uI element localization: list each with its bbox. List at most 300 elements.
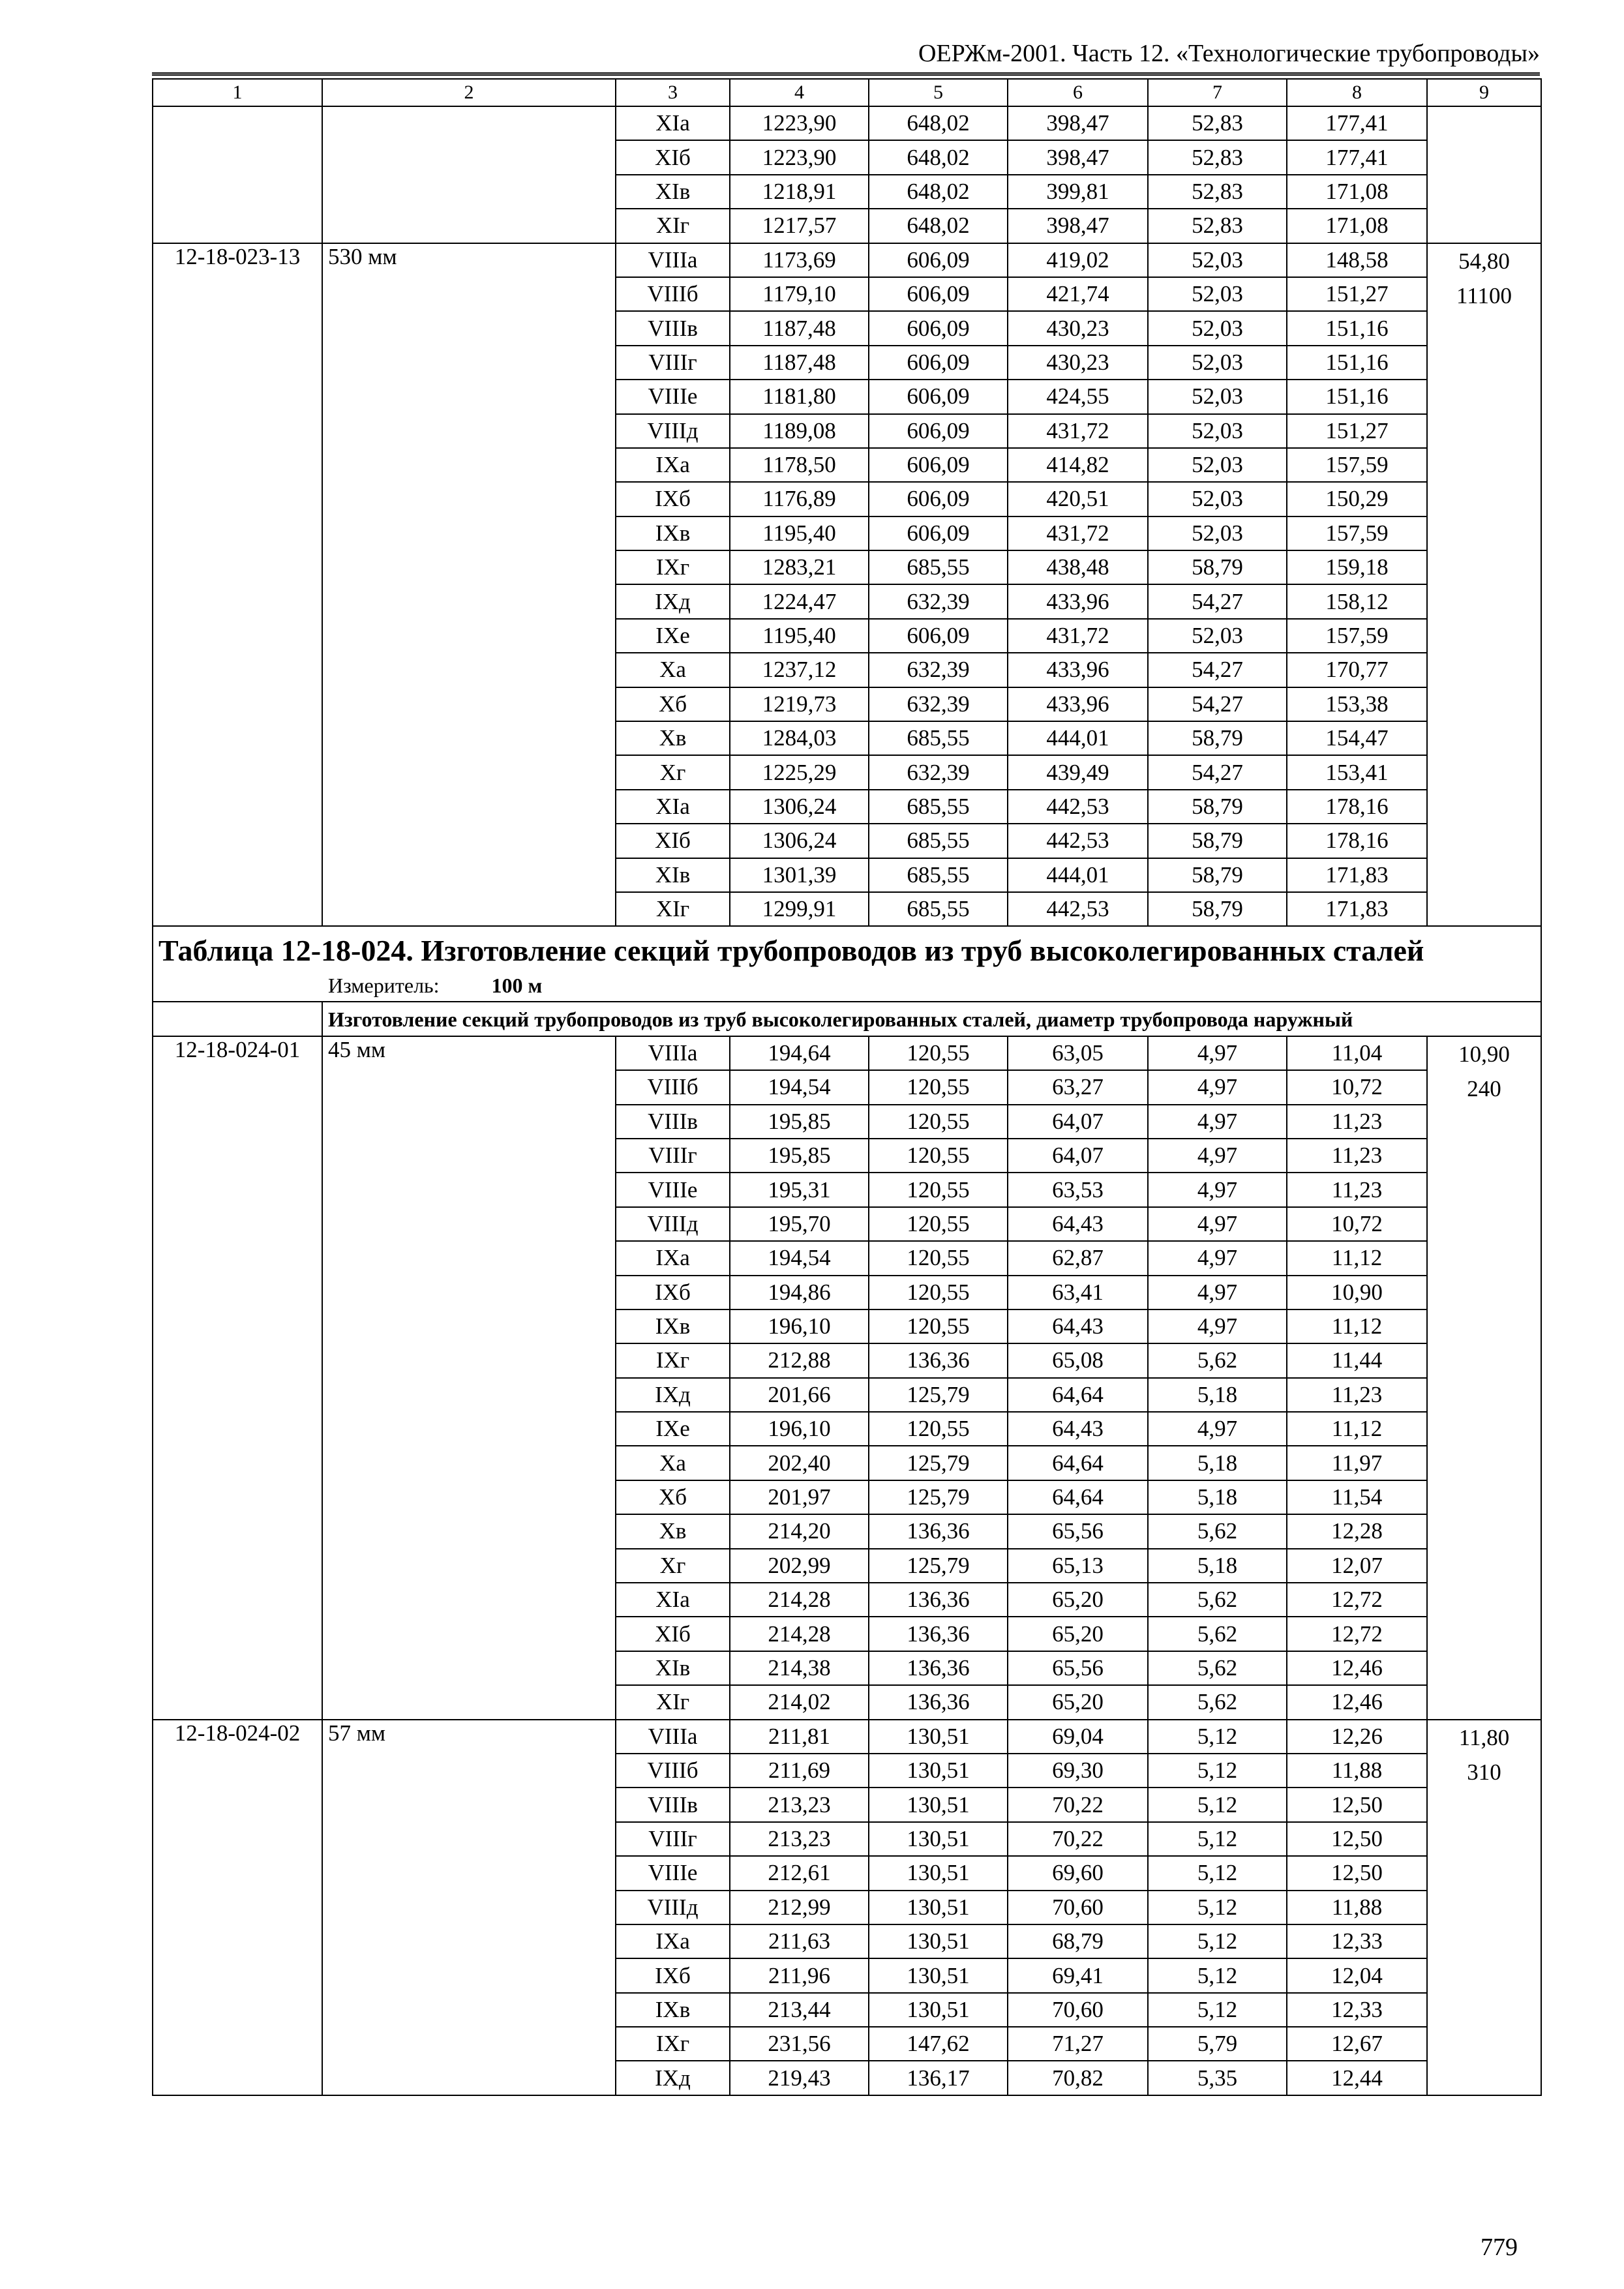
rate-code: 12-18-023-13 (153, 243, 322, 927)
value-cell: 421,74 (1008, 277, 1148, 311)
value-cell: 158,12 (1287, 584, 1427, 618)
value-cell: 1187,48 (730, 346, 869, 380)
zone-cell: VIIIд (616, 414, 730, 448)
value-cell: 1219,73 (730, 687, 869, 721)
table-row (153, 243, 1541, 277)
value-cell: 120,55 (869, 1276, 1008, 1309)
zone-cell: VIIIa (616, 1036, 730, 1070)
value-cell: 130,51 (869, 1720, 1008, 1754)
value-cell: 153,41 (1287, 755, 1427, 789)
value-cell: 130,51 (869, 1822, 1008, 1856)
value-cell: 1284,03 (730, 721, 869, 755)
column-number: 5 (869, 79, 1008, 106)
zone-cell: Xб (616, 1480, 730, 1514)
value-cell: 398,47 (1008, 140, 1148, 174)
rates-table (152, 78, 1542, 2096)
value-cell: 5,12 (1148, 1958, 1287, 1992)
column-number: 8 (1287, 79, 1427, 106)
value-cell: 70,60 (1008, 1891, 1148, 1924)
table-title-cell (153, 926, 1541, 1002)
value-cell: 214,28 (730, 1583, 869, 1617)
section-title: Изготовление секций трубопроводов из труб высоколегированных сталей, диаметр трубопровода наружный (322, 1002, 1541, 1036)
value-cell: 65,13 (1008, 1549, 1148, 1583)
value-cell: 685,55 (869, 858, 1008, 892)
value-cell: 52,03 (1148, 619, 1287, 653)
zone-cell: VIIIб (616, 1070, 730, 1104)
value-cell: 54,27 (1148, 584, 1287, 618)
value-cell: 58,79 (1148, 858, 1287, 892)
section-title-row (153, 1002, 1541, 1036)
column-number: 3 (616, 79, 730, 106)
value-cell: 1306,24 (730, 824, 869, 858)
value-cell: 12,67 (1287, 2027, 1427, 2061)
value-cell: 4,97 (1148, 1173, 1287, 1206)
value-cell: 12,28 (1287, 1514, 1427, 1548)
value-cell: 5,12 (1148, 1891, 1287, 1924)
page-number: 779 (1481, 2234, 1518, 2261)
column-9-value: 11,80 (1458, 1724, 1510, 1750)
value-cell: 211,81 (730, 1720, 869, 1754)
zone-cell: Xг (616, 1549, 730, 1583)
value-cell: 632,39 (869, 653, 1008, 687)
zone-cell: XIг (616, 1685, 730, 1719)
value-cell: 58,79 (1148, 824, 1287, 858)
value-cell: 685,55 (869, 892, 1008, 926)
table-title-row (153, 926, 1541, 1002)
value-cell: 5,62 (1148, 1685, 1287, 1719)
unit-label: Измеритель: (328, 974, 440, 998)
value-cell: 202,99 (730, 1549, 869, 1583)
value-cell: 52,03 (1148, 414, 1287, 448)
value-cell: 12,46 (1287, 1651, 1427, 1685)
value-cell: 64,64 (1008, 1480, 1148, 1514)
value-cell: 52,03 (1148, 380, 1287, 413)
zone-cell: IXв (616, 1993, 730, 2027)
column-9-cell (1427, 1720, 1541, 2095)
value-cell: 606,09 (869, 277, 1008, 311)
value-cell: 632,39 (869, 584, 1008, 618)
zone-cell: IXд (616, 2061, 730, 2095)
value-cell: 211,96 (730, 1958, 869, 1992)
value-cell: 54,27 (1148, 755, 1287, 789)
empty-cell (153, 106, 322, 243)
zone-cell: VIIIв (616, 1788, 730, 1821)
value-cell: 5,12 (1148, 1720, 1287, 1754)
column-9-value: 240 (1467, 1075, 1501, 1101)
zone-cell: Xб (616, 687, 730, 721)
value-cell: 130,51 (869, 1856, 1008, 1890)
value-cell: 195,85 (730, 1139, 869, 1173)
value-cell: 70,60 (1008, 1993, 1148, 2027)
value-cell: 1189,08 (730, 414, 869, 448)
value-cell: 606,09 (869, 311, 1008, 345)
value-cell: 130,51 (869, 1924, 1008, 1958)
value-cell: 685,55 (869, 790, 1008, 824)
value-cell: 214,28 (730, 1617, 869, 1651)
value-cell: 177,41 (1287, 140, 1427, 174)
value-cell: 12,04 (1287, 1958, 1427, 1992)
zone-cell: Xa (616, 1446, 730, 1480)
zone-cell: VIIIa (616, 1720, 730, 1754)
value-cell: 148,58 (1287, 243, 1427, 277)
column-number: 6 (1008, 79, 1148, 106)
zone-cell: XIб (616, 824, 730, 858)
value-cell: 1301,39 (730, 858, 869, 892)
value-cell: 130,51 (869, 1958, 1008, 1992)
value-cell: 212,99 (730, 1891, 869, 1924)
table-row (153, 1036, 1541, 1070)
value-cell: 219,43 (730, 2061, 869, 2095)
zone-cell: VIIIe (616, 380, 730, 413)
zone-cell: XIa (616, 106, 730, 140)
value-cell: 648,02 (869, 209, 1008, 243)
value-cell: 442,53 (1008, 824, 1148, 858)
value-cell: 12,50 (1287, 1822, 1427, 1856)
value-cell: 4,97 (1148, 1139, 1287, 1173)
value-cell: 151,16 (1287, 346, 1427, 380)
value-cell: 1181,80 (730, 380, 869, 413)
value-cell: 433,96 (1008, 584, 1148, 618)
value-cell: 606,09 (869, 380, 1008, 413)
zone-cell: XIв (616, 1651, 730, 1685)
empty-cell (1427, 106, 1541, 243)
zone-cell: IXe (616, 619, 730, 653)
value-cell: 4,97 (1148, 1207, 1287, 1241)
table-title: Таблица 12-18-024. Изготовление секций трубопроводов из труб высоколегированных сталей (158, 934, 1424, 968)
value-cell: 12,33 (1287, 1924, 1427, 1958)
zone-cell: XIв (616, 175, 730, 209)
value-cell: 130,51 (869, 1891, 1008, 1924)
value-cell: 685,55 (869, 721, 1008, 755)
value-cell: 11,97 (1287, 1446, 1427, 1480)
zone-cell: VIIIe (616, 1856, 730, 1890)
table-row (153, 1720, 1541, 1754)
value-cell: 4,97 (1148, 1276, 1287, 1309)
zone-cell: VIIIб (616, 277, 730, 311)
value-cell: 5,62 (1148, 1514, 1287, 1548)
value-cell: 58,79 (1148, 721, 1287, 755)
value-cell: 150,29 (1287, 482, 1427, 516)
value-cell: 194,86 (730, 1276, 869, 1309)
value-cell: 12,50 (1287, 1788, 1427, 1821)
zone-cell: IXб (616, 1958, 730, 1992)
value-cell: 195,85 (730, 1105, 869, 1139)
value-cell: 136,36 (869, 1514, 1008, 1548)
zone-cell: VIIIa (616, 243, 730, 277)
value-cell: 1283,21 (730, 550, 869, 584)
value-cell: 62,87 (1008, 1241, 1148, 1275)
value-cell: 12,07 (1287, 1549, 1427, 1583)
value-cell: 58,79 (1148, 550, 1287, 584)
value-cell: 10,72 (1287, 1207, 1427, 1241)
value-cell: 5,12 (1148, 1822, 1287, 1856)
value-cell: 136,36 (869, 1583, 1008, 1617)
value-cell: 1223,90 (730, 106, 869, 140)
value-cell: 1306,24 (730, 790, 869, 824)
value-cell: 431,72 (1008, 516, 1148, 550)
value-cell: 5,18 (1148, 1378, 1287, 1412)
value-cell: 159,18 (1287, 550, 1427, 584)
value-cell: 1179,10 (730, 277, 869, 311)
zone-cell: IXд (616, 1378, 730, 1412)
value-cell: 52,83 (1148, 106, 1287, 140)
value-cell: 195,31 (730, 1173, 869, 1206)
value-cell: 4,97 (1148, 1036, 1287, 1070)
value-cell: 213,44 (730, 1993, 869, 2027)
value-cell: 632,39 (869, 755, 1008, 789)
value-cell: 63,05 (1008, 1036, 1148, 1070)
value-cell: 5,18 (1148, 1549, 1287, 1583)
value-cell: 196,10 (730, 1412, 869, 1446)
value-cell: 136,17 (869, 2061, 1008, 2095)
value-cell: 213,23 (730, 1822, 869, 1856)
value-cell: 5,35 (1148, 2061, 1287, 2095)
value-cell: 63,41 (1008, 1276, 1148, 1309)
value-cell: 120,55 (869, 1139, 1008, 1173)
zone-cell: VIIIг (616, 346, 730, 380)
value-cell: 12,72 (1287, 1617, 1427, 1651)
value-cell: 4,97 (1148, 1309, 1287, 1343)
value-cell: 195,70 (730, 1207, 869, 1241)
value-cell: 52,03 (1148, 277, 1287, 311)
zone-cell: XIa (616, 1583, 730, 1617)
value-cell: 58,79 (1148, 790, 1287, 824)
value-cell: 444,01 (1008, 858, 1148, 892)
value-cell: 213,23 (730, 1788, 869, 1821)
value-cell: 12,50 (1287, 1856, 1427, 1890)
value-cell: 52,83 (1148, 175, 1287, 209)
value-cell: 212,61 (730, 1856, 869, 1890)
value-cell: 12,33 (1287, 1993, 1427, 2027)
value-cell: 214,02 (730, 1685, 869, 1719)
value-cell: 606,09 (869, 516, 1008, 550)
value-cell: 5,79 (1148, 2027, 1287, 2061)
value-cell: 439,49 (1008, 755, 1148, 789)
zone-cell: XIa (616, 790, 730, 824)
value-cell: 151,27 (1287, 277, 1427, 311)
value-cell: 64,64 (1008, 1378, 1148, 1412)
column-9-value: 310 (1467, 1759, 1501, 1785)
zone-cell: VIIIв (616, 311, 730, 345)
value-cell: 136,36 (869, 1651, 1008, 1685)
value-cell: 52,03 (1148, 482, 1287, 516)
value-cell: 178,16 (1287, 824, 1427, 858)
value-cell: 136,36 (869, 1685, 1008, 1719)
value-cell: 11,23 (1287, 1378, 1427, 1412)
value-cell: 1178,50 (730, 448, 869, 482)
value-cell: 433,96 (1008, 687, 1148, 721)
value-cell: 632,39 (869, 687, 1008, 721)
value-cell: 70,22 (1008, 1788, 1148, 1821)
value-cell: 120,55 (869, 1173, 1008, 1206)
value-cell: 52,03 (1148, 346, 1287, 380)
value-cell: 11,12 (1287, 1412, 1427, 1446)
value-cell: 125,79 (869, 1480, 1008, 1514)
pipe-diameter: 45 мм (322, 1036, 616, 1720)
value-cell: 5,62 (1148, 1343, 1287, 1377)
value-cell: 4,97 (1148, 1105, 1287, 1139)
value-cell: 52,03 (1148, 243, 1287, 277)
value-cell: 685,55 (869, 824, 1008, 858)
value-cell: 399,81 (1008, 175, 1148, 209)
value-cell: 130,51 (869, 1754, 1008, 1788)
column-9-cell (1427, 1036, 1541, 1720)
value-cell: 52,03 (1148, 448, 1287, 482)
value-cell: 414,82 (1008, 448, 1148, 482)
value-cell: 606,09 (869, 482, 1008, 516)
value-cell: 5,12 (1148, 1924, 1287, 1958)
zone-cell: Xв (616, 721, 730, 755)
zone-cell: VIIIг (616, 1139, 730, 1173)
column-9-value: 10,90 (1458, 1041, 1510, 1067)
zone-cell: IXв (616, 1309, 730, 1343)
value-cell: 120,55 (869, 1207, 1008, 1241)
empty-cell (322, 106, 616, 243)
value-cell: 120,55 (869, 1309, 1008, 1343)
column-number: 4 (730, 79, 869, 106)
value-cell: 1195,40 (730, 516, 869, 550)
value-cell: 648,02 (869, 175, 1008, 209)
zone-cell: IXa (616, 1241, 730, 1275)
value-cell: 419,02 (1008, 243, 1148, 277)
value-cell: 5,12 (1148, 1754, 1287, 1788)
value-cell: 136,36 (869, 1617, 1008, 1651)
unit-line (158, 972, 1535, 998)
pipe-diameter: 57 мм (322, 1720, 616, 2095)
value-cell: 214,20 (730, 1514, 869, 1548)
value-cell: 64,64 (1008, 1446, 1148, 1480)
zone-cell: IXa (616, 448, 730, 482)
table-row (153, 106, 1541, 140)
value-cell: 398,47 (1008, 209, 1148, 243)
value-cell: 171,08 (1287, 175, 1427, 209)
value-cell: 398,47 (1008, 106, 1148, 140)
zone-cell: XIб (616, 1617, 730, 1651)
pipe-diameter: 530 мм (322, 243, 616, 927)
value-cell: 194,54 (730, 1070, 869, 1104)
value-cell: 194,64 (730, 1036, 869, 1070)
zone-cell: VIIIв (616, 1105, 730, 1139)
value-cell: 64,43 (1008, 1309, 1148, 1343)
value-cell: 1218,91 (730, 175, 869, 209)
column-9-cell (1427, 243, 1541, 927)
value-cell: 420,51 (1008, 482, 1148, 516)
value-cell: 58,79 (1148, 892, 1287, 926)
value-cell: 444,01 (1008, 721, 1148, 755)
value-cell: 4,97 (1148, 1412, 1287, 1446)
value-cell: 211,69 (730, 1754, 869, 1788)
value-cell: 202,40 (730, 1446, 869, 1480)
zone-cell: Xг (616, 755, 730, 789)
value-cell: 11,12 (1287, 1241, 1427, 1275)
zone-cell: IXб (616, 1276, 730, 1309)
value-cell: 65,20 (1008, 1583, 1148, 1617)
value-cell: 11,88 (1287, 1891, 1427, 1924)
value-cell: 5,62 (1148, 1651, 1287, 1685)
zone-cell: IXг (616, 550, 730, 584)
value-cell: 157,59 (1287, 619, 1427, 653)
value-cell: 151,27 (1287, 414, 1427, 448)
zone-cell: VIIIд (616, 1891, 730, 1924)
value-cell: 171,83 (1287, 858, 1427, 892)
value-cell: 70,82 (1008, 2061, 1148, 2095)
value-cell: 606,09 (869, 414, 1008, 448)
value-cell: 52,03 (1148, 516, 1287, 550)
value-cell: 1225,29 (730, 755, 869, 789)
value-cell: 154,47 (1287, 721, 1427, 755)
value-cell: 212,88 (730, 1343, 869, 1377)
value-cell: 178,16 (1287, 790, 1427, 824)
zone-cell: Xв (616, 1514, 730, 1548)
value-cell: 64,43 (1008, 1412, 1148, 1446)
value-cell: 1224,47 (730, 584, 869, 618)
zone-cell: Xa (616, 653, 730, 687)
value-cell: 151,16 (1287, 380, 1427, 413)
value-cell: 648,02 (869, 106, 1008, 140)
value-cell: 69,41 (1008, 1958, 1148, 1992)
value-cell: 63,27 (1008, 1070, 1148, 1104)
zone-cell: IXд (616, 584, 730, 618)
value-cell: 65,56 (1008, 1651, 1148, 1685)
value-cell: 606,09 (869, 448, 1008, 482)
column-9-value: 11100 (1456, 282, 1512, 308)
value-cell: 52,83 (1148, 140, 1287, 174)
value-cell: 433,96 (1008, 653, 1148, 687)
value-cell: 11,44 (1287, 1343, 1427, 1377)
value-cell: 606,09 (869, 243, 1008, 277)
value-cell: 52,03 (1148, 311, 1287, 345)
zone-cell: VIIIe (616, 1173, 730, 1206)
value-cell: 5,62 (1148, 1583, 1287, 1617)
value-cell: 12,46 (1287, 1685, 1427, 1719)
value-cell: 194,54 (730, 1241, 869, 1275)
value-cell: 70,22 (1008, 1822, 1148, 1856)
value-cell: 11,12 (1287, 1309, 1427, 1343)
value-cell: 157,59 (1287, 448, 1427, 482)
zone-cell: IXa (616, 1924, 730, 1958)
value-cell: 442,53 (1008, 892, 1148, 926)
zone-cell: XIб (616, 140, 730, 174)
zone-cell: IXe (616, 1412, 730, 1446)
value-cell: 125,79 (869, 1549, 1008, 1583)
zone-cell: XIг (616, 892, 730, 926)
value-cell: 12,72 (1287, 1583, 1427, 1617)
value-cell: 1173,69 (730, 243, 869, 277)
value-cell: 431,72 (1008, 619, 1148, 653)
value-cell: 65,56 (1008, 1514, 1148, 1548)
column-number-row (153, 79, 1541, 106)
value-cell: 5,18 (1148, 1446, 1287, 1480)
value-cell: 430,23 (1008, 311, 1148, 345)
zone-cell: VIIIб (616, 1754, 730, 1788)
value-cell: 11,23 (1287, 1173, 1427, 1206)
value-cell: 153,38 (1287, 687, 1427, 721)
value-cell: 438,48 (1008, 550, 1148, 584)
value-cell: 125,79 (869, 1378, 1008, 1412)
zone-cell: IXг (616, 1343, 730, 1377)
value-cell: 12,44 (1287, 2061, 1427, 2095)
value-cell: 54,27 (1148, 687, 1287, 721)
value-cell: 68,79 (1008, 1924, 1148, 1958)
zone-cell: IXб (616, 482, 730, 516)
value-cell: 4,97 (1148, 1241, 1287, 1275)
value-cell: 431,72 (1008, 414, 1148, 448)
value-cell: 10,72 (1287, 1070, 1427, 1104)
value-cell: 4,97 (1148, 1070, 1287, 1104)
value-cell: 10,90 (1287, 1276, 1427, 1309)
value-cell: 685,55 (869, 550, 1008, 584)
value-cell: 648,02 (869, 140, 1008, 174)
